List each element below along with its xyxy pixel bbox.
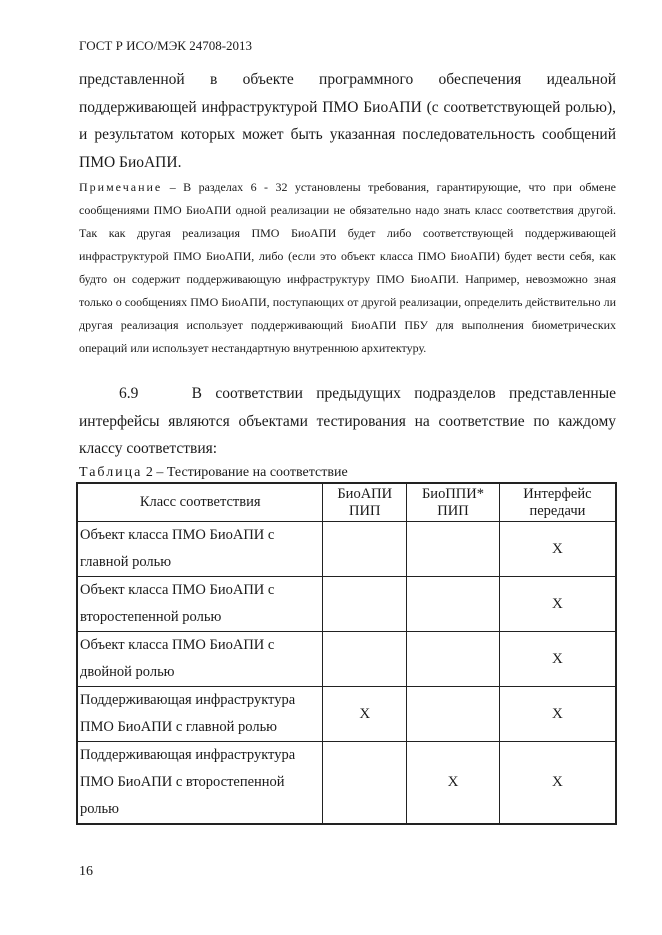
table-row (77, 577, 616, 632)
row-class: Поддерживающая инфраструктура ПМО БиоАПИ с второстепенной ролью (77, 742, 323, 825)
table-caption-label: Таблица (79, 465, 143, 480)
row-biospi (407, 577, 500, 632)
header-class: Класс соответствия (77, 483, 323, 522)
table-row (77, 522, 616, 577)
row-class: Объект класса ПМО БиоАПИ с главной ролью (77, 522, 323, 577)
header-biospi: БиоППИ* ПИП (407, 483, 500, 522)
row-biospi (407, 522, 500, 577)
table-caption-title: 2 – Тестирование на соответствие (142, 465, 348, 480)
row-transfer: Х (499, 742, 616, 825)
row-bioapi (323, 632, 407, 687)
row-bioapi: Х (323, 687, 407, 742)
row-transfer: Х (499, 687, 616, 742)
paragraph-continuation: представленной в объекте программного обеспечения идеальной поддерживающей инфраструктурой ПМО БиоАПИ (с соответствующей ролью), и результатом которых может быть указанная последовательность сообщений ПМО БиоАПИ. (79, 71, 616, 171)
page-number: 16 (79, 864, 93, 879)
row-bioapi (323, 577, 407, 632)
paragraph-6-9 (79, 380, 616, 463)
row-biospi (407, 632, 500, 687)
table-row (77, 632, 616, 687)
row-transfer: Х (499, 632, 616, 687)
note-lead: Примечание (79, 180, 163, 194)
clause-text: В соответствии предыдущих подразделов представленные интерфейсы являются объектами тестирования на соответствие по каждому классу соответствия: (79, 385, 616, 457)
row-bioapi (323, 742, 407, 825)
row-transfer: Х (499, 577, 616, 632)
header-bioapi: БиоАПИ ПИП (323, 483, 407, 522)
clause-number: 6.9 (119, 385, 139, 402)
table-row (77, 742, 616, 825)
row-class: Объект класса ПМО БиоАПИ с второстепенной ролью (77, 577, 323, 632)
row-bioapi (323, 522, 407, 577)
note-block (79, 176, 616, 360)
note-text: – В разделах 6 - 32 установлены требования, гарантирующие, что при обмене сообщениями ПМО БиоАПИ одной реализации не обязательно надо знать класс соответствия другой. Так как другая реализация ПМО БиоАПИ будет либо соответствующей поддерживающей инфраструктурой ПМО БиоАПИ, либо (если это объект класса ПМО БиоАПИ) будет вести себя, как будто он содержит поддерживающую инфраструктуру ПМО БиоАПИ. Например, невозможно зная только о сообщениях ПМО БиоАПИ, поступающих от другой реализации, определить действительно ли другая реализация использует поддерживающий БиоАПИ ПБУ для выполнения биометрических операций или использует нестандартную внутреннюю архитектуру. (79, 180, 616, 355)
document-header: ГОСТ Р ИСО/МЭК 24708-2013 (79, 38, 253, 53)
row-biospi (407, 687, 500, 742)
table-caption (79, 464, 348, 482)
row-class: Поддерживающая инфраструктура ПМО БиоАПИ с главной ролью (77, 687, 323, 742)
row-class: Объект класса ПМО БиоАПИ с двойной ролью (77, 632, 323, 687)
table-row (77, 687, 616, 742)
row-biospi: Х (407, 742, 500, 825)
header-transfer: Интерфейс передачи (499, 483, 616, 522)
row-transfer: Х (499, 522, 616, 577)
table-header-row (77, 483, 616, 522)
conformance-table (76, 482, 617, 825)
